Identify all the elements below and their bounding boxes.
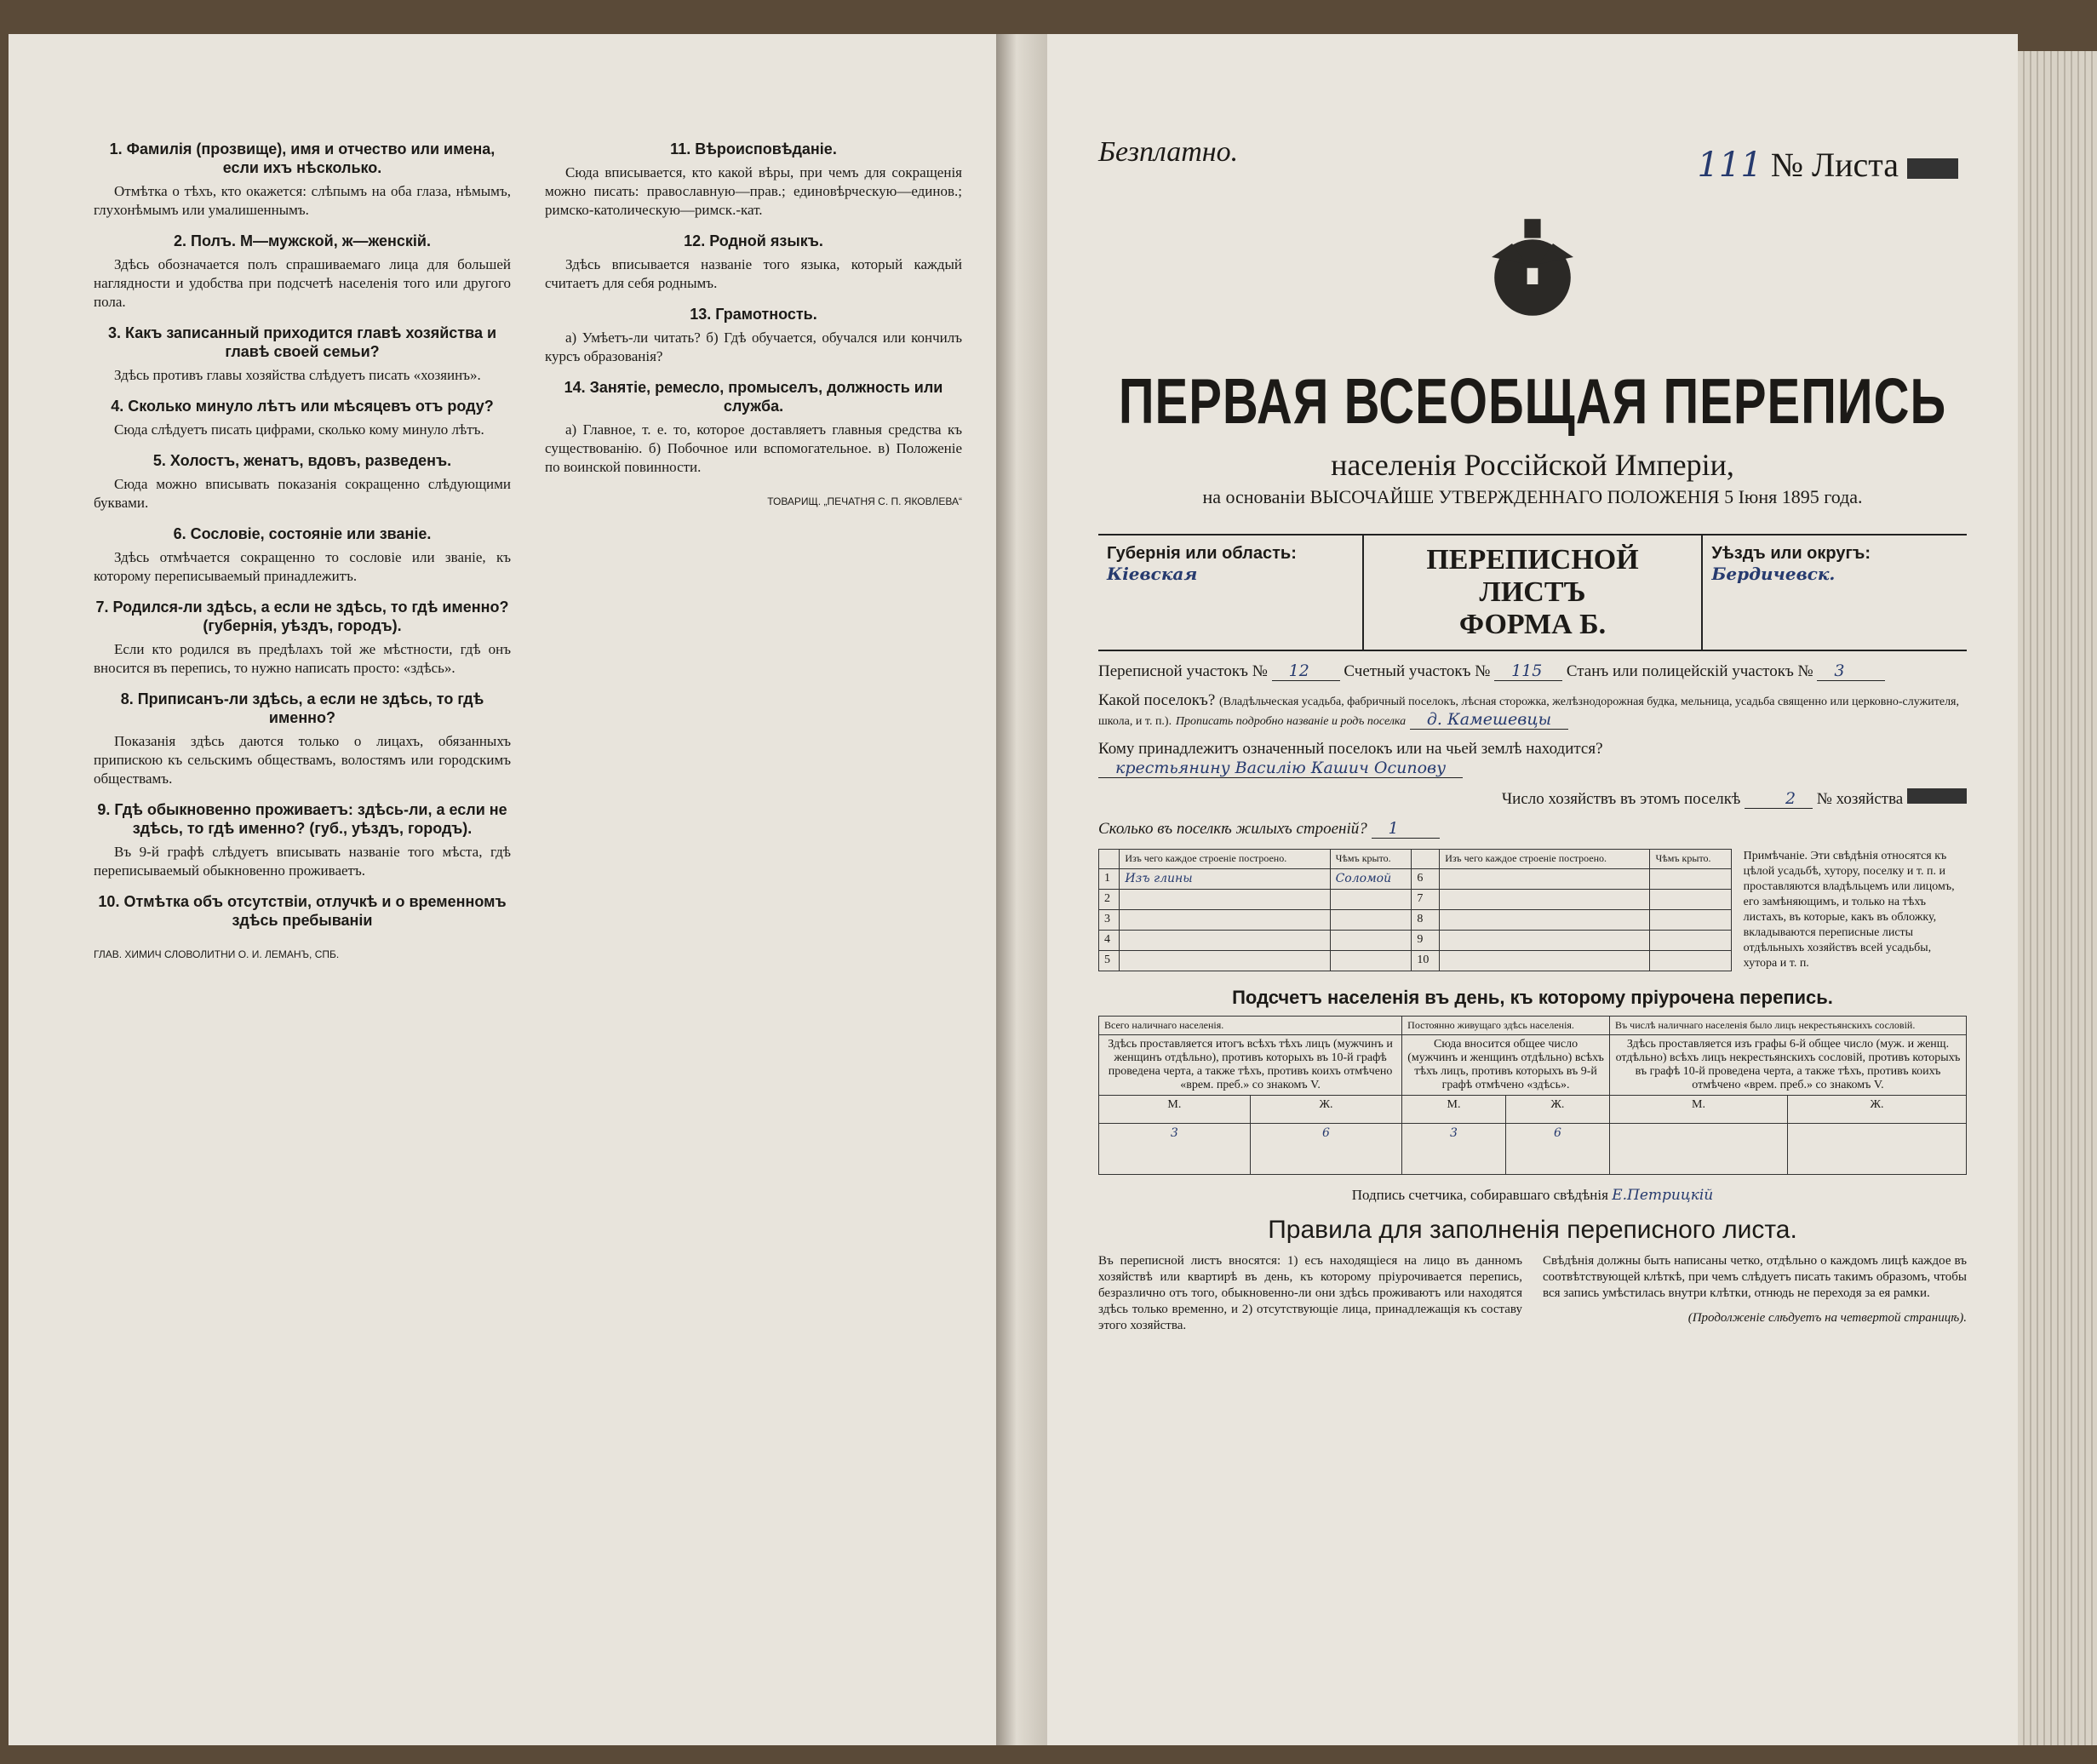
left-page	[9, 34, 996, 1745]
present-desc: Здѣсь проставляется итогъ всѣхъ тѣхъ лицъ (мужчинъ и женщинъ отдѣльно), противъ которыхъ въ 10-й графѣ проведена черта, а также тѣхъ, противъ коихъ отмѣчено «врем. преб.» со знакомъ V.	[1099, 1035, 1402, 1096]
buildings-value: 1	[1372, 819, 1440, 839]
table-row	[1099, 909, 1732, 930]
nonpeasant-header: Въ числѣ наличнаго населенія было лицъ некрестьянскихъ сословій.	[1609, 1017, 1966, 1035]
section-text: Въ 9-й графѣ слѣдуетъ вписывать названіе того мѣста, гдѣ переписываемый обыкновенно проживаетъ.	[94, 844, 511, 879]
census-subtitle: населенія Россійской Имперіи,	[1331, 448, 1734, 482]
section-text: Сюда слѣдуетъ писать цифрами, сколько кому минуло лѣтъ.	[114, 421, 484, 438]
section-heading: 6. Сословіе, состояніе или званіе.	[173, 525, 432, 542]
male-header: М.	[1609, 1096, 1787, 1124]
roof-header: Чѣмъ крыто.	[1330, 850, 1412, 869]
row-number: 7	[1412, 889, 1440, 909]
roof-header: Чѣмъ крыто.	[1650, 850, 1731, 869]
district-cell	[1703, 536, 1967, 650]
permanent-header: Постоянно живущаго здѣсь населенія.	[1402, 1017, 1610, 1035]
female-header: Ж.	[1250, 1096, 1401, 1124]
form-type: ФОРМА Б.	[1458, 609, 1607, 640]
households-value: 2	[1745, 789, 1813, 809]
permanent-desc: Сюда вносится общее число (мужчинъ и женщинъ отдѣльно) всѣхъ тѣхъ лицъ, противъ которыхъ въ 9-й графѣ отмѣчено «здѣсь».	[1402, 1035, 1610, 1096]
row-number: 9	[1412, 930, 1440, 950]
section-heading: 14. Занятіе, ремесло, промыселъ, должность или служба.	[564, 379, 943, 415]
district-value: Бердичевск.	[1711, 564, 1836, 584]
signature-label: Подпись счетчика, собиравшаго свѣдѣнія	[1351, 1187, 1608, 1203]
permanent-female-value: 6	[1505, 1124, 1609, 1175]
section-text: Здѣсь обозначается полъ спрашиваемаго лица для большей наглядности и удобства при подсчетѣ населенія того или другого пола.	[94, 256, 511, 310]
form-header-row	[1098, 534, 1967, 651]
buildings-note: Примѣчаніе. Эти свѣдѣнія относятся къ цѣлой усадьбѣ, хутору, поселку и т. п. и проставляются владѣльцемъ или лицомъ, его замѣняющимъ, и только на тѣхъ листахъ, въ которые, какъ въ обложку, вкладываются переписные листы отдѣльныхъ хозяйствъ всей усадьбы, хутора и т. п.	[1743, 850, 1955, 970]
stan-label: Станъ или полицейскій участокъ №	[1566, 662, 1813, 680]
rules-right	[1543, 1253, 1967, 1334]
census-basis: на основаніи ВЫСОЧАЙШЕ УТВЕРЖДЕННАГО ПОЛОЖЕНІЯ 5 Іюня 1895 года.	[1202, 486, 1863, 507]
section-heading: 8. Приписанъ-ли здѣсь, а если не здѣсь, то гдѣ именно?	[120, 690, 484, 726]
settlement-hint-2: Прописать подробно названіе и родъ поселка	[1175, 715, 1407, 728]
instructions-column-2	[545, 128, 962, 964]
counting-label: Счетный участокъ №	[1344, 662, 1491, 680]
households-label: Число хозяйствъ въ этомъ поселкѣ	[1501, 790, 1741, 808]
roof-cell: Соломой	[1330, 868, 1412, 889]
section-heading: 1. Фамилія (прозвище), имя и отчество или имена, если ихъ нѣсколько.	[109, 140, 496, 176]
section-text: Здѣсь отмѣчается сокращенно то сословіе или званіе, къ которому переписываемый принадлежитъ.	[94, 549, 511, 584]
section-text: а) Умѣетъ-ли читать? б) Гдѣ обучается, обучался или кончилъ курсъ образованія?	[545, 329, 962, 364]
printer-imprint-right: ТОВАРИЩ. „ПЕЧАТНЯ С. П. ЯКОВЛЕВА“	[767, 495, 962, 507]
sheet-number	[1697, 145, 1958, 185]
handwritten-sheet-number: 111	[1697, 146, 1762, 185]
section-text: Здѣсь вписывается названіе того языка, который каждый считаетъ для себя роднымъ.	[545, 256, 962, 291]
row-number: 2	[1099, 889, 1120, 909]
owner-line	[1098, 740, 1967, 778]
buildings-table	[1098, 849, 1732, 971]
section-text: Показанія здѣсь даются только о лицахъ, обязанныхъ припискою къ сельскимъ обществамъ, волостямъ или городскимъ обществамъ.	[94, 733, 511, 787]
female-header: Ж.	[1505, 1096, 1609, 1124]
section-heading: 2. Полъ. М—мужской, ж—женскій.	[174, 232, 431, 249]
households-line	[1098, 788, 1967, 809]
continued-note: (Продолженіе слѣдуетъ на четвертой страницѣ).	[1687, 1311, 1967, 1325]
buildings-label: Сколько въ поселкѣ жилыхъ строеній?	[1098, 820, 1367, 838]
census-section-line	[1098, 662, 1967, 681]
owner-label: Кому принадлежитъ означенный поселокъ или на чьей землѣ находится?	[1098, 740, 1603, 758]
page-stack-edge	[2018, 51, 2097, 1745]
settlement-label: Какой поселокъ?	[1098, 691, 1216, 709]
book-gutter	[996, 34, 1047, 1745]
counting-value: 115	[1494, 662, 1562, 681]
row-number: 6	[1412, 868, 1440, 889]
province-label: Губернія или область:	[1107, 544, 1297, 563]
form-title-cell	[1362, 536, 1704, 650]
owner-value: крестьянину Василію Кашич Осипову	[1098, 759, 1463, 778]
section-value: 12	[1272, 662, 1340, 681]
section-heading: 5. Холостъ, женатъ, вдовъ, разведенъ.	[152, 452, 452, 469]
section-heading: 9. Гдѣ обыкновенно проживаетъ: здѣсь-ли, а если не здѣсь, то гдѣ именно? (губ., уѣздъ, городъ).	[97, 801, 507, 837]
female-header: Ж.	[1788, 1096, 1967, 1124]
redaction-box	[1907, 788, 1967, 804]
table-row	[1099, 930, 1732, 950]
settlement-hint: (Владѣльческая усадьба, фабричный поселокъ, лѣсная сторожка, желѣзнодорожная будка, мельница, усадьба священно или церковно-служителя, школа, и т. п.).	[1098, 696, 1959, 728]
present-female-value: 6	[1250, 1124, 1401, 1175]
rules-section	[1098, 1253, 1967, 1334]
census-title: ПЕРВАЯ ВСЕОБЩАЯ ПЕРЕПИСЬ	[1118, 365, 1947, 438]
population-table	[1098, 1016, 1967, 1175]
nonpeasant-desc: Здѣсь проставляется изъ графы 6-й общее число (муж. и женщ. отдѣльно) всѣхъ лицъ некрестьянскихъ сословій, противъ которыхъ въ графѣ 10-й проведена черта, а также тѣхъ, противъ коихъ отмѣчено «врем. преб.» со знакомъ V.	[1609, 1035, 1966, 1096]
printer-imprint-left: ГЛАВ. ХИМИЧ СЛОВОЛИТНИ О. И. ЛЕМАНЪ, СПБ.	[94, 948, 340, 960]
settlement-value: д. Камешевцы	[1410, 710, 1568, 730]
district-label: Уѣздъ или округъ:	[1711, 544, 1871, 563]
form-title: ПЕРЕПИСНОЙ ЛИСТЪ	[1426, 544, 1639, 608]
row-number: 8	[1412, 909, 1440, 930]
section-text: Сюда можно вписывать показанія сокращенно слѣдующими буквами.	[94, 476, 511, 511]
section-heading: 7. Родился-ли здѣсь, а если не здѣсь, то гдѣ именно? (губернія, уѣздъ, городъ).	[95, 598, 509, 634]
census-form-page	[1047, 34, 2018, 1745]
table-row	[1099, 889, 1732, 909]
section-text: Если кто родился въ предѣлахъ той же мѣстности, гдѣ онъ вносится въ перепись, то нужно написать просто: «здѣсь».	[94, 641, 511, 676]
present-header: Всего наличнаго населенія.	[1099, 1017, 1402, 1035]
section-heading: 4. Сколько минуло лѣтъ или мѣсяцевъ отъ роду?	[111, 398, 494, 415]
section-text: Отмѣтка о тѣхъ, кто окажется: слѣпымъ на оба глаза, нѣмымъ, глухонѣмымъ или умалишеннымъ.	[94, 183, 511, 218]
section-text: Здѣсь противъ главы хозяйства слѣдуетъ писать «хозяинъ».	[114, 367, 481, 383]
male-header: М.	[1402, 1096, 1506, 1124]
section-heading: 12. Родной языкъ.	[684, 232, 823, 249]
rules-right-text: Свѣдѣнія должны быть написаны четко, отдѣльно о каждомъ лицѣ каждое въ соотвѣтствующей клѣткѣ, при чемъ слѣдуетъ писать такимъ образомъ, чтобы вся запись умѣстилась внутри клѣтки, отнюдь не переходя за ея рамки.	[1543, 1254, 1967, 1300]
section-text: Сюда вписывается, кто какой вѣры, при чемъ для сокращенія можно писать: православную—прав.; единовѣрческую—единов.; римско-католическую—римск.-кат.	[545, 164, 962, 218]
signature-value: Е.Петрицкій	[1612, 1187, 1714, 1204]
buildings-section	[1098, 849, 1967, 971]
population-title: Подсчетъ населенія въ день, къ которому пріурочена перепись.	[1232, 987, 1833, 1008]
free-label: Безплатно.	[1098, 136, 1239, 168]
instructions-column-1	[94, 128, 511, 964]
row-number: 4	[1099, 930, 1120, 950]
material-header: Изъ чего каждое строеніе построено.	[1440, 850, 1650, 869]
male-header: М.	[1099, 1096, 1251, 1124]
double-headed-eagle-icon	[1464, 203, 1601, 339]
province-cell	[1098, 536, 1362, 650]
present-male-value: 3	[1099, 1124, 1251, 1175]
row-number: 3	[1099, 909, 1120, 930]
table-row	[1099, 868, 1732, 889]
row-number: 1	[1099, 868, 1120, 889]
section-heading: 13. Грамотность.	[690, 306, 817, 323]
row-number: 10	[1412, 950, 1440, 971]
section-label: Переписной участокъ №	[1098, 662, 1268, 680]
settlement-line	[1098, 691, 1967, 730]
signature-line	[1098, 1187, 1967, 1204]
sheet-number-label: № Листа	[1770, 146, 1899, 184]
household-number-label: № хозяйства	[1816, 790, 1904, 808]
rules-left: Въ переписной листъ вносятся: 1) есъ находящіеся на лицо въ данномъ хозяйствѣ или квартирѣ въ день, къ которому пріурочивается перепись, безразлично отъ того, обыкновенно-ли они здѣсь проживаютъ или находятся здѣсь только временно, и 2) отсутствующіе лица, принадлежащія къ составу этого хозяйства.	[1098, 1254, 1522, 1332]
row-number: 5	[1099, 950, 1120, 971]
material-header: Изъ чего каждое строеніе построено.	[1120, 850, 1330, 869]
buildings-line	[1098, 819, 1967, 839]
redaction-box	[1907, 158, 1958, 179]
permanent-male-value: 3	[1402, 1124, 1506, 1175]
material-cell: Изъ глины	[1120, 868, 1330, 889]
rules-title: Правила для заполненія переписного листа.	[1268, 1216, 1797, 1244]
section-heading: 10. Отмѣтка объ отсутствіи, отлучкѣ и о временномъ здѣсь пребываніи	[98, 893, 507, 929]
section-heading: 11. Вѣроисповѣданіе.	[670, 140, 837, 158]
stan-value: 3	[1817, 662, 1885, 681]
section-heading: 3. Какъ записанный приходится главѣ хозяйства и главѣ своей семьи?	[107, 324, 497, 360]
province-value: Кіевская	[1107, 564, 1198, 584]
section-text: а) Главное, т. е. то, которое доставляетъ главныя средства къ существованію. б) Побочное или вспомогательное. в) Положеніе по воинской повинности.	[545, 421, 962, 475]
table-row	[1099, 950, 1732, 971]
